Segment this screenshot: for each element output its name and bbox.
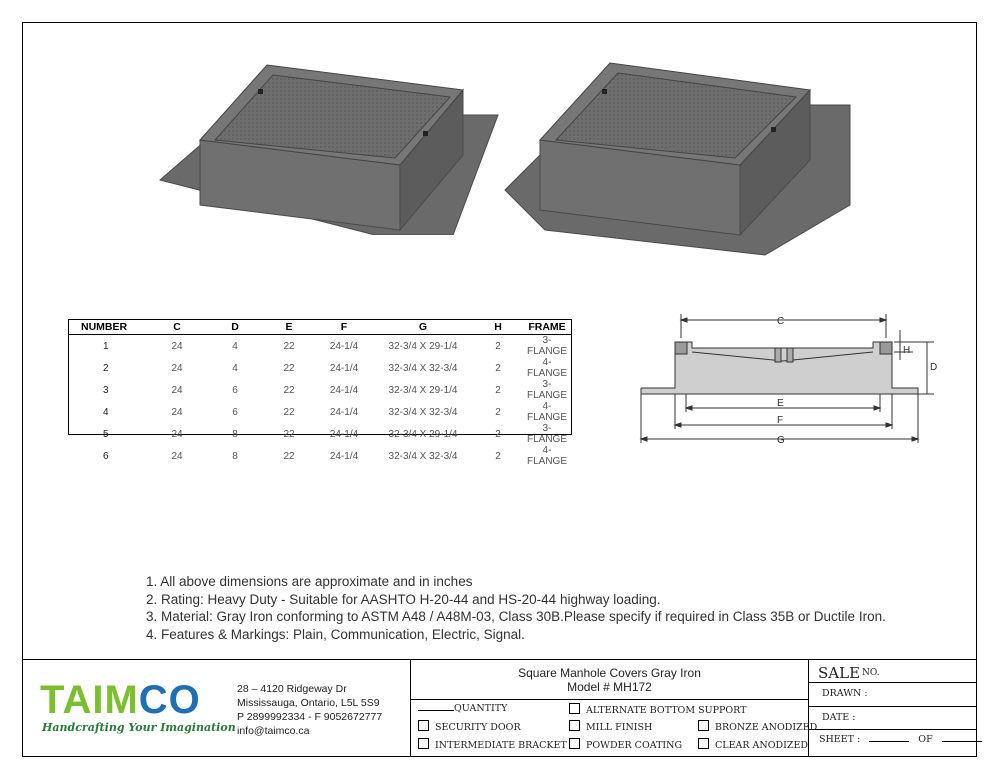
table-cell: 4-FLANGE [526, 445, 567, 467]
checkbox[interactable] [418, 720, 429, 731]
quantity-field: QUANTITY [418, 703, 507, 714]
table-cell: 24 [171, 362, 183, 374]
dim-label-h: H [903, 345, 911, 356]
col-header-g: G [373, 320, 473, 335]
table-cell: 32-3/4 X 29-1/4 [388, 340, 458, 352]
table-cell: 32-3/4 X 32-3/4 [388, 362, 458, 374]
note-item: 2. Rating: Heavy Duty - Suitable for AASHTO H-20-44 and HS-20-44 highway loading. [146, 591, 661, 607]
table-cell: 2 [103, 362, 109, 374]
table-cell: 2 [495, 362, 501, 374]
table-cell: 2 [495, 450, 501, 462]
table-header-row [69, 320, 571, 335]
checkbox[interactable] [569, 703, 580, 714]
divider [808, 682, 977, 683]
col-header-d: D [207, 320, 263, 335]
table-cell: 1 [103, 340, 109, 352]
table-cell: 5 [103, 428, 109, 440]
divider [808, 706, 977, 707]
title-block-border [22, 659, 977, 660]
col-header-c: C [147, 320, 207, 335]
date-label: DATE : [822, 712, 856, 723]
table-cell: 22 [283, 428, 295, 440]
drawing-title: Square Manhole Covers Gray Iron Model # MH172 [411, 666, 808, 694]
table-cell: 24 [171, 406, 183, 418]
cross-section-diagram [638, 308, 953, 455]
note-item: 4. Features & Markings: Plain, Communication, Electric, Signal. [146, 626, 525, 642]
company-tagline: Handcrafting Your Imagination [42, 721, 236, 734]
table-cell: 22 [283, 340, 295, 352]
option-clear-anodized[interactable]: CLEAR ANODIZED [698, 738, 808, 751]
table-cell: 4 [232, 340, 238, 352]
col-header-frame: FRAME [523, 320, 571, 335]
dim-label-e: E [777, 398, 784, 409]
table-cell: 8 [232, 428, 238, 440]
table-cell: 24 [171, 450, 183, 462]
table-cell: 22 [283, 384, 295, 396]
table-cell: 8 [232, 450, 238, 462]
divider [808, 659, 809, 757]
table-cell: 24-1/4 [329, 406, 359, 418]
table-cell: 6 [232, 406, 238, 418]
manhole-cover-3-flange-image [155, 45, 505, 235]
table-cell: 24 [171, 340, 183, 352]
option-mill-finish[interactable]: MILL FINISH [569, 720, 652, 733]
table-row [69, 401, 571, 423]
table-cell: 24-1/4 [329, 384, 359, 396]
manhole-cover-4-flange-image [500, 45, 860, 260]
table-cell: 24-1/4 [329, 340, 359, 352]
model-number: Model # MH172 [567, 680, 652, 694]
company-address: 28 – 4120 Ridgeway Dr Mississauga, Ontario, L5L 5S9 P 2899992334 - F 9052672777 info@taimco.ca [237, 683, 383, 737]
table-cell: 3-FLANGE [526, 335, 567, 357]
table-cell: 4-FLANGE [526, 401, 567, 423]
sheet-field: SHEET : OF [819, 734, 982, 745]
divider [808, 729, 977, 730]
table-row [69, 335, 571, 358]
table-cell: 3-FLANGE [526, 379, 567, 401]
dim-label-g: G [777, 435, 785, 446]
table-cell: 32-3/4 X 32-3/4 [388, 406, 458, 418]
table-row [69, 445, 571, 467]
checkbox[interactable] [698, 738, 709, 749]
company-email: info@taimco.ca [237, 725, 310, 737]
table-cell: 4-FLANGE [526, 357, 567, 379]
option-powder-coating[interactable]: POWDER COATING [569, 738, 682, 751]
table-cell: 22 [283, 362, 295, 374]
table-cell: 22 [283, 450, 295, 462]
table-cell: 4 [103, 406, 109, 418]
checkbox[interactable] [569, 738, 580, 749]
table-cell: 6 [103, 450, 109, 462]
checkbox[interactable] [418, 738, 429, 749]
table-cell: 32-3/4 X 29-1/4 [388, 428, 458, 440]
option-bronze-anodized[interactable]: BRONZE ANODIZED [698, 720, 817, 733]
col-header-f: F [315, 320, 373, 335]
table-cell: 24-1/4 [329, 450, 359, 462]
table-cell: 24-1/4 [329, 362, 359, 374]
table-row [69, 423, 571, 445]
col-header-number: NUMBER [69, 320, 147, 335]
table-cell: 24-1/4 [329, 428, 359, 440]
dim-label-f: F [777, 415, 784, 426]
company-logo: TAIMCO [40, 678, 201, 722]
table-cell: 22 [283, 406, 295, 418]
table-cell: 2 [495, 428, 501, 440]
col-header-e: E [263, 320, 315, 335]
checkbox[interactable] [569, 720, 580, 731]
drawn-label: DRAWN : [822, 688, 868, 699]
table-cell: 3 [103, 384, 109, 396]
table-row [69, 357, 571, 379]
divider [410, 699, 808, 700]
table-cell: 24 [171, 384, 183, 396]
table-cell: 2 [495, 340, 501, 352]
dim-label-c: C [777, 316, 785, 327]
notes-section [146, 573, 886, 643]
dimension-table [68, 319, 572, 467]
table-cell: 32-3/4 X 29-1/4 [388, 384, 458, 396]
option-intermediate-bracket[interactable]: INTERMEDIATE BRACKET [418, 738, 567, 751]
option-security-door[interactable]: SECURITY DOOR [418, 720, 521, 733]
table-cell: 4 [232, 362, 238, 374]
checkbox[interactable] [698, 720, 709, 731]
dim-label-d: D [930, 362, 938, 373]
table-cell: 6 [232, 384, 238, 396]
table-cell: 2 [495, 406, 501, 418]
note-item: 1. All above dimensions are approximate and in inches [146, 574, 473, 589]
table-cell: 24 [171, 428, 183, 440]
table-cell: 3-FLANGE [526, 423, 567, 445]
note-item: 3. Material: Gray Iron conforming to ASTM A48 / A48M-03, Class 30B.Please specify if required in Class 35B or Ductile Iron. [146, 609, 886, 624]
col-header-h: H [473, 320, 523, 335]
table-row [69, 379, 571, 401]
option-alternate-bottom-support[interactable]: ALTERNATE BOTTOM SUPPORT [569, 703, 747, 716]
table-cell: 2 [495, 384, 501, 396]
sale-label: SALE NO. [818, 664, 880, 682]
table-cell: 32-3/4 X 32-3/4 [388, 450, 458, 462]
